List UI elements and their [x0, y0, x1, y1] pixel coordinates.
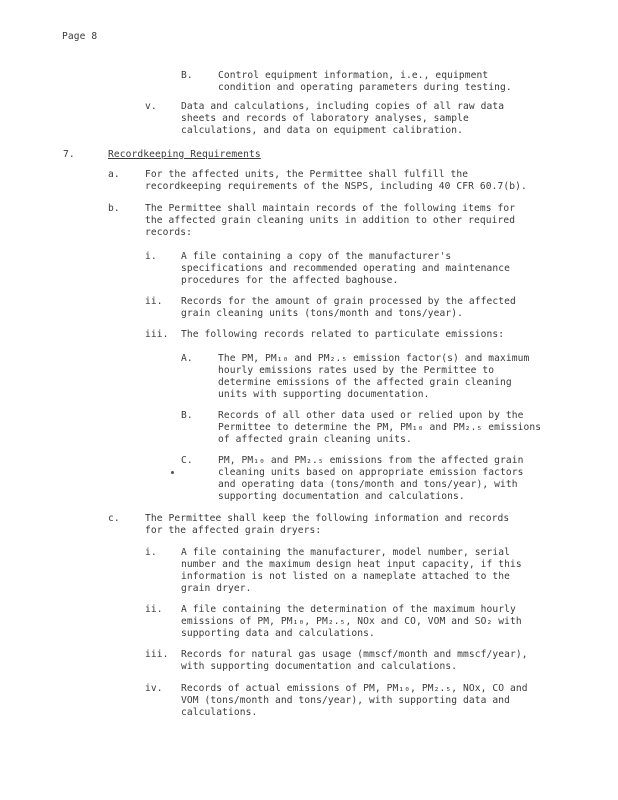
section-title: Recordkeeping Requirements: [108, 149, 261, 160]
item-text-line: for the affected grain dryers:: [145, 525, 322, 536]
item-label: A.: [181, 353, 193, 364]
item-text-line: A file containing the determination of the maximum hourly: [181, 604, 516, 615]
item-text-line: grain cleaning units (tons/month and tons/year).: [181, 308, 464, 319]
item-text-line: VOM (tons/month and tons/year), with supporting data and: [181, 695, 511, 706]
item-text-line: A file containing a copy of the manufacturer's: [181, 251, 452, 262]
item-text-line: The PM, PM₁₀ and PM₂.₅ emission factor(s) and maximum: [218, 353, 530, 364]
item-label: ii.: [145, 296, 163, 307]
item-text-line: cleaning units based on appropriate emission factors: [218, 467, 524, 478]
item-label: v.: [145, 101, 157, 112]
item-text-line: A file containing the manufacturer, model number, serial: [181, 547, 511, 558]
item-text-line: The following records related to particulate emissions:: [181, 329, 505, 340]
item-text-line: For the affected units, the Permittee shall fulfill the: [145, 169, 469, 180]
item-label: ii.: [145, 604, 163, 615]
item-text-line: determine emissions of the affected grain cleaning: [218, 377, 512, 388]
page-number: Page 8: [62, 31, 98, 42]
item-label: C.: [181, 455, 193, 466]
item-label: a.: [108, 169, 120, 180]
item-text-line: sheets and records of laboratory analyses, sample: [181, 113, 469, 124]
item-text-line: the affected grain cleaning units in addition to other required: [145, 215, 516, 226]
item-text-line: Data and calculations, including copies of all raw data: [181, 101, 505, 112]
item-text-line: Records of actual emissions of PM, PM₁₀, PM₂.₅, NOx, CO and: [181, 683, 528, 694]
item-text-line: with supporting documentation and calculations.: [181, 661, 458, 672]
item-text-line: The Permittee shall keep the following information and records: [145, 513, 510, 524]
item-text-line: specifications and recommended operating and maintenance: [181, 263, 511, 274]
stray-mark: [171, 471, 174, 474]
item-text-line: hourly emissions rates used by the Permittee to: [218, 365, 495, 376]
item-label: iii.: [145, 649, 169, 660]
item-text-line: grain dryer.: [181, 583, 252, 594]
item-text-line: calculations, and data on equipment calibration.: [181, 125, 464, 136]
item-text-line: Control equipment information, i.e., equipment: [218, 70, 489, 81]
item-label: i.: [145, 547, 157, 558]
item-text-line: of affected grain cleaning units.: [218, 434, 412, 445]
item-text-line: supporting data and calculations.: [181, 628, 375, 639]
item-text-line: recordkeeping requirements of the NSPS, including 40 CFR 60.7(b).: [145, 181, 527, 192]
item-label: i.: [145, 251, 157, 262]
item-label: b.: [108, 203, 120, 214]
item-text-line: calculations.: [181, 707, 258, 718]
item-label: iv.: [145, 683, 163, 694]
item-text-line: procedures for the affected baghouse.: [181, 275, 399, 286]
item-text-line: PM, PM₁₀ and PM₂.₅ emissions from the affected grain: [218, 455, 524, 466]
item-text-line: Records for the amount of grain processed by the affected: [181, 296, 516, 307]
item-label: B.: [181, 410, 193, 421]
item-text-line: condition and operating parameters during testing.: [218, 82, 512, 93]
item-text-line: and operating data (tons/month and tons/year), with: [218, 479, 518, 490]
item-text-line: units with supporting documentation.: [218, 389, 430, 400]
item-text-line: supporting documentation and calculations.: [218, 491, 465, 502]
item-label: c.: [108, 513, 120, 524]
item-text-line: Records for natural gas usage (mmscf/month and mmscf/year),: [181, 649, 528, 660]
item-text-line: emissions of PM, PM₁₀, PM₂.₅, NOx and CO, VOM and SO₂ with: [181, 616, 522, 627]
item-text-line: information is not listed on a nameplate attached to the: [181, 571, 511, 582]
item-text-line: Records of all other data used or relied upon by the: [218, 410, 524, 421]
item-text-line: The Permittee shall maintain records of the following items for: [145, 203, 516, 214]
item-text-line: records:: [145, 227, 193, 238]
section-number: 7.: [63, 149, 75, 160]
item-label: iii.: [145, 329, 169, 340]
item-text-line: number and the maximum design heat input capacity, if this: [181, 559, 522, 570]
item-label: B.: [181, 70, 193, 81]
item-text-line: Permittee to determine the PM, PM₁₀ and PM₂.₅ emissions: [218, 422, 542, 433]
